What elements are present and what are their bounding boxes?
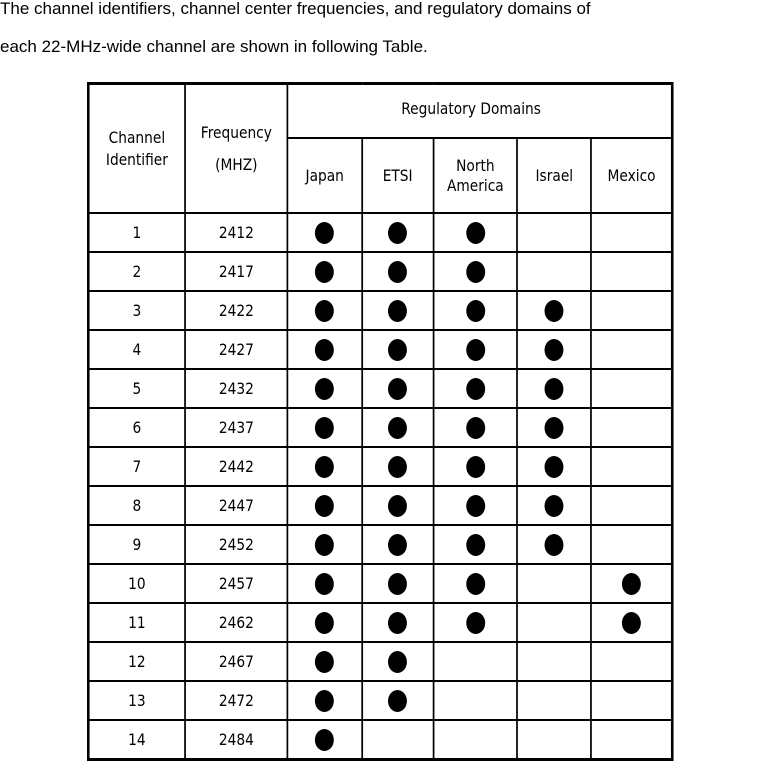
mexico-cell <box>591 681 672 720</box>
north-america-cell <box>433 408 517 447</box>
table-row <box>88 564 672 603</box>
japan-cell <box>288 447 362 486</box>
channel-cell: 9 <box>88 525 185 564</box>
supported-dot-icon <box>315 261 334 283</box>
israel-cell <box>517 291 591 330</box>
supported-dot-icon <box>388 651 407 673</box>
frequency-cell: 2412 <box>185 213 287 252</box>
supported-dot-icon <box>315 495 334 517</box>
mexico-cell <box>591 252 672 291</box>
supported-dot-icon <box>315 612 334 634</box>
etsi-cell <box>362 681 434 720</box>
supported-dot-icon <box>466 378 485 400</box>
frequency-cell: 2462 <box>185 603 287 642</box>
table-row <box>88 642 672 681</box>
header-mexico: Mexico <box>591 138 672 213</box>
north-america-cell <box>433 603 517 642</box>
supported-dot-icon <box>466 300 485 322</box>
table-row <box>88 408 672 447</box>
supported-dot-icon <box>388 261 407 283</box>
supported-dot-icon <box>466 456 485 478</box>
mexico-cell <box>591 486 672 525</box>
table-row <box>88 525 672 564</box>
japan-cell <box>288 564 362 603</box>
etsi-cell <box>362 291 434 330</box>
header-frequency <box>185 84 287 214</box>
table-row <box>88 681 672 720</box>
supported-dot-icon <box>315 222 334 244</box>
table-body <box>88 213 672 760</box>
header-channel-text: Channel Identifier <box>105 127 168 169</box>
mexico-cell <box>591 291 672 330</box>
frequency-cell: 2417 <box>185 252 287 291</box>
israel-cell <box>517 681 591 720</box>
mexico-cell <box>591 642 672 681</box>
supported-dot-icon <box>545 339 564 361</box>
supported-dot-icon <box>315 534 334 556</box>
channel-cell: 4 <box>88 330 185 369</box>
north-america-cell <box>433 252 517 291</box>
intro-line-2: each 22-MHz-wide channel are shown in following Table. <box>0 37 428 56</box>
mexico-cell <box>591 369 672 408</box>
mexico-cell <box>591 525 672 564</box>
supported-dot-icon <box>315 378 334 400</box>
etsi-cell <box>362 330 434 369</box>
frequency-cell: 2467 <box>185 642 287 681</box>
supported-dot-icon <box>545 378 564 400</box>
header-channel-identifier <box>88 84 185 214</box>
header-north-america-line1: North <box>456 155 495 175</box>
supported-dot-icon <box>315 729 334 751</box>
header-north-america-line2: America <box>446 175 504 195</box>
channel-cell: 14 <box>88 720 185 760</box>
japan-cell <box>288 486 362 525</box>
frequency-cell: 2427 <box>185 330 287 369</box>
supported-dot-icon <box>622 573 641 595</box>
israel-cell <box>517 720 591 760</box>
supported-dot-icon <box>466 417 485 439</box>
mexico-cell <box>591 330 672 369</box>
israel-cell <box>517 252 591 291</box>
supported-dot-icon <box>315 300 334 322</box>
channel-cell: 10 <box>88 564 185 603</box>
supported-dot-icon <box>315 417 334 439</box>
intro-line-1: The channel identifiers, channel center frequencies, and regulatory domains of <box>0 0 591 18</box>
etsi-cell <box>362 369 434 408</box>
supported-dot-icon <box>466 222 485 244</box>
supported-dot-icon <box>388 300 407 322</box>
etsi-cell <box>362 603 434 642</box>
etsi-cell <box>362 486 434 525</box>
channel-cell: 13 <box>88 681 185 720</box>
supported-dot-icon <box>466 612 485 634</box>
channel-cell: 1 <box>88 213 185 252</box>
supported-dot-icon <box>545 495 564 517</box>
supported-dot-icon <box>388 378 407 400</box>
frequency-cell: 2432 <box>185 369 287 408</box>
north-america-cell <box>433 564 517 603</box>
japan-cell <box>288 681 362 720</box>
etsi-cell <box>362 525 434 564</box>
supported-dot-icon <box>545 417 564 439</box>
supported-dot-icon <box>315 651 334 673</box>
frequency-cell: 2472 <box>185 681 287 720</box>
supported-dot-icon <box>315 573 334 595</box>
north-america-cell <box>433 720 517 760</box>
etsi-cell <box>362 213 434 252</box>
israel-cell <box>517 642 591 681</box>
japan-cell <box>288 369 362 408</box>
mexico-cell <box>591 213 672 252</box>
frequency-cell: 2442 <box>185 447 287 486</box>
supported-dot-icon <box>466 339 485 361</box>
supported-dot-icon <box>388 456 407 478</box>
north-america-cell <box>433 369 517 408</box>
header-regulatory-domains-text: Regulatory Domains <box>401 98 541 118</box>
mexico-cell <box>591 447 672 486</box>
table-row <box>88 291 672 330</box>
table-row <box>88 486 672 525</box>
etsi-cell <box>362 720 434 760</box>
table-row <box>88 720 672 760</box>
supported-dot-icon <box>388 417 407 439</box>
header-regulatory-domains <box>288 84 673 139</box>
table-row <box>88 369 672 408</box>
north-america-cell <box>433 642 517 681</box>
north-america-cell <box>433 330 517 369</box>
channel-cell: 6 <box>88 408 185 447</box>
frequency-cell: 2484 <box>185 720 287 760</box>
north-america-cell <box>433 525 517 564</box>
etsi-cell <box>362 252 434 291</box>
channel-cell: 7 <box>88 447 185 486</box>
channel-table <box>87 82 674 761</box>
north-america-cell <box>433 681 517 720</box>
japan-cell <box>288 720 362 760</box>
etsi-cell <box>362 408 434 447</box>
header-etsi: ETSI <box>362 138 434 213</box>
supported-dot-icon <box>545 534 564 556</box>
frequency-cell: 2457 <box>185 564 287 603</box>
israel-cell <box>517 447 591 486</box>
etsi-cell <box>362 447 434 486</box>
channel-cell: 5 <box>88 369 185 408</box>
header-japan: Japan <box>288 138 362 213</box>
frequency-cell: 2447 <box>185 486 287 525</box>
japan-cell <box>288 291 362 330</box>
supported-dot-icon <box>545 456 564 478</box>
channel-cell: 11 <box>88 603 185 642</box>
mexico-cell <box>591 603 672 642</box>
supported-dot-icon <box>388 534 407 556</box>
israel-cell <box>517 213 591 252</box>
north-america-cell <box>433 291 517 330</box>
etsi-cell <box>362 642 434 681</box>
israel-cell <box>517 564 591 603</box>
japan-cell <box>288 642 362 681</box>
supported-dot-icon <box>315 690 334 712</box>
table-row <box>88 252 672 291</box>
israel-cell <box>517 525 591 564</box>
japan-cell <box>288 252 362 291</box>
japan-cell <box>288 213 362 252</box>
mexico-cell <box>591 408 672 447</box>
header-frequency-line2: (MHZ) <box>215 154 258 174</box>
table-row <box>88 603 672 642</box>
japan-cell <box>288 603 362 642</box>
japan-cell <box>288 330 362 369</box>
header-israel: Israel <box>517 138 591 213</box>
table-row <box>88 213 672 252</box>
israel-cell <box>517 330 591 369</box>
frequency-cell: 2452 <box>185 525 287 564</box>
frequency-cell: 2422 <box>185 291 287 330</box>
supported-dot-icon <box>388 573 407 595</box>
supported-dot-icon <box>388 690 407 712</box>
supported-dot-icon <box>315 339 334 361</box>
channel-cell: 3 <box>88 291 185 330</box>
israel-cell <box>517 486 591 525</box>
supported-dot-icon <box>388 612 407 634</box>
channel-cell: 8 <box>88 486 185 525</box>
supported-dot-icon <box>545 300 564 322</box>
north-america-cell <box>433 486 517 525</box>
supported-dot-icon <box>466 573 485 595</box>
japan-cell <box>288 408 362 447</box>
table-row <box>88 447 672 486</box>
channel-cell: 12 <box>88 642 185 681</box>
supported-dot-icon <box>466 534 485 556</box>
header-north-america <box>433 138 517 213</box>
north-america-cell <box>433 213 517 252</box>
supported-dot-icon <box>388 339 407 361</box>
israel-cell <box>517 408 591 447</box>
table-row <box>88 330 672 369</box>
etsi-cell <box>362 564 434 603</box>
supported-dot-icon <box>388 495 407 517</box>
north-america-cell <box>433 447 517 486</box>
supported-dot-icon <box>388 222 407 244</box>
frequency-cell: 2437 <box>185 408 287 447</box>
japan-cell <box>288 525 362 564</box>
mexico-cell <box>591 564 672 603</box>
israel-cell <box>517 603 591 642</box>
header-frequency-line1: Frequency <box>200 122 272 142</box>
supported-dot-icon <box>622 612 641 634</box>
supported-dot-icon <box>315 456 334 478</box>
mexico-cell <box>591 720 672 760</box>
supported-dot-icon <box>466 261 485 283</box>
channel-cell: 2 <box>88 252 185 291</box>
israel-cell <box>517 369 591 408</box>
supported-dot-icon <box>466 495 485 517</box>
